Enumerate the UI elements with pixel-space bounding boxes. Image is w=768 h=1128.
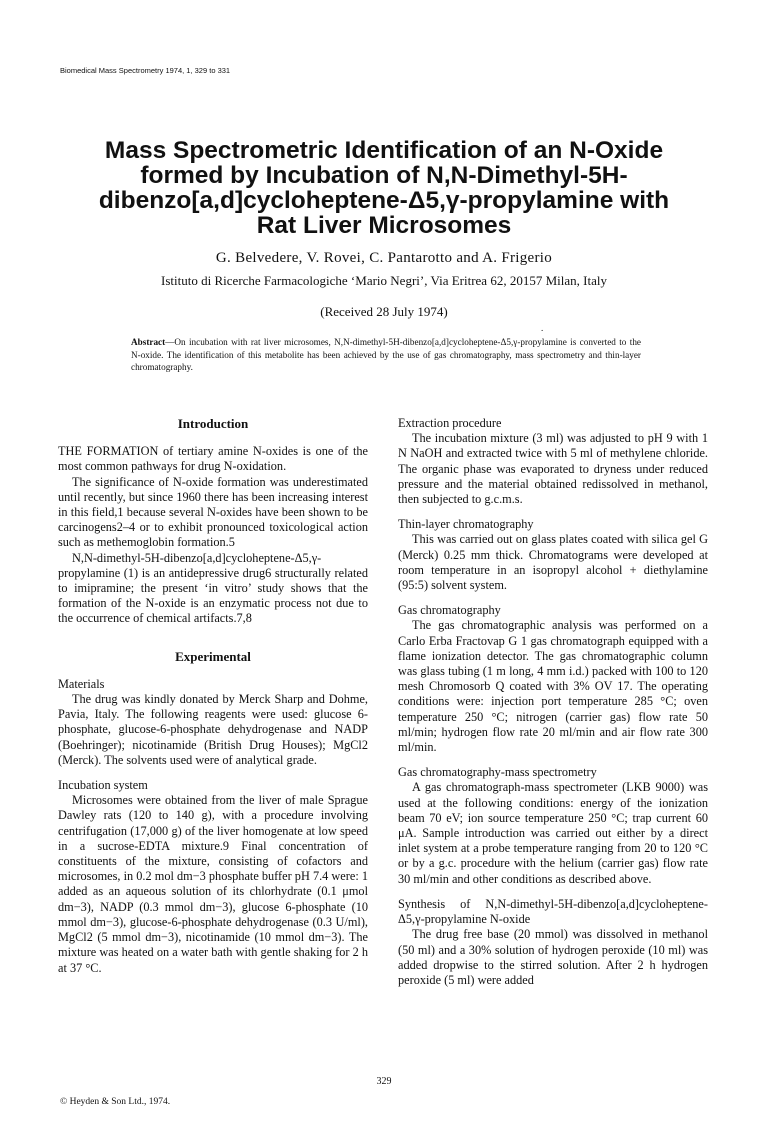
received-date: (Received 28 July 1974) <box>320 304 448 319</box>
gcms-heading: Gas chromatography-mass spectrometry <box>398 765 597 780</box>
title-line-4: Rat Liver Microsomes <box>256 212 512 239</box>
affiliation: Istituto di Ricerche Farmacologiche ‘Mario Negri’, Via Eritrea 62, 20157 Milan, Italy <box>161 273 607 288</box>
stray-mark: . <box>541 323 544 333</box>
page-number: 329 <box>376 1076 392 1087</box>
tlc-paragraph: This was carried out on glass plates coated with silica gel G (Merck) 0.25 mm thick. Chromatograms were developed at room temperature in an isopropyl alcohol + diethylamine (95:5) solvent system. <box>398 532 708 593</box>
experimental-heading: Experimental <box>175 648 251 664</box>
authors: G. Belvedere, V. Rovei, C. Pantarotto and A. Frigerio <box>215 250 553 266</box>
gcms-paragraph: A gas chromatograph-mass spectrometer (LKB 9000) was used at the following conditions: energy of the ionization beam 70 eV; ion source temperature 250 °C; trap current 60 μA. Sample introduction was carried out either by a direct inlet system at a probe temperature ranging from 20 to 120 °C or by a g.c. procedure with the helium (carrier gas) flow rate 30 ml/min and other conditions as described above. <box>398 780 708 886</box>
intro-paragraph-2: The significance of N-oxide formation was underestimated until recently, but since 1960 there has been increasing interest in this field,1 because several N-oxides have been shown to be carcinogens2–4 or to exhibit pronounced toxicological action such as methemoglobin formation.5 <box>58 474 368 550</box>
extraction-paragraph: The incubation mixture (3 ml) was adjusted to pH 9 with 1 N NaOH and extracted twice with 5 ml of methylene chloride. The organic phase was evaporated to dryness under reduced pressure and the material obtained redissolved in methanol, then subjected to g.c.m.s. <box>398 431 708 507</box>
gc-heading: Gas chromatography <box>398 603 501 618</box>
title-line-3: dibenzo[a,d]cycloheptene-Δ5,γ-propylamine with <box>98 187 670 214</box>
intro-paragraph-1: THE FORMATION of tertiary amine N-oxides is one of the most common pathways for drug N-oxidation. <box>58 444 368 474</box>
introduction-heading: Introduction <box>177 416 249 431</box>
title-line-2: formed by Incubation of N,N-Dimethyl-5H- <box>140 162 628 189</box>
tlc-heading: Thin-layer chromatography <box>398 517 534 532</box>
materials-paragraph: The drug was kindly donated by Merck Sharp and Dohme, Pavia, Italy. The following reagents were used: glucose 6-phosphate, glucose-6-phosphate dehydrogenase and NADP (Boehringer); nicotinamide (British Drug Houses); MgCl2 (Merck). The solvents used were of analytical grade. <box>58 692 368 767</box>
abstract <box>131 336 641 374</box>
intro-paragraph-3: N,N-dimethyl-5H-dibenzo[a,d]cycloheptene-Δ5,γ-propylamine (1) is an antidepressive drug6 structurally related to imipramine; the present ‘in vitro’ study shows that the formation of the N-oxide is an enzymatic process not due to the occurrence of chemical artifacts.7,8 <box>58 550 368 626</box>
title-line-1: Mass Spectrometric Identification of an N-Oxide <box>104 137 664 164</box>
journal-citation: Biomedical Mass Spectrometry 1974, 1, 329 to 331 <box>60 66 231 75</box>
abstract-text: —On incubation with rat liver microsomes, N,N-dimethyl-5H-dibenzo[a,d]cycloheptene-Δ5,γ-propylamine is converted to the N-oxide. The identification of this metabolite has been achieved by the use of gas chromatography, mass spectrometry and thin-layer chromatography. <box>131 337 641 372</box>
copyright: © Heyden & Son Ltd., 1974. <box>60 1097 171 1107</box>
incubation-heading: Incubation system <box>58 778 148 793</box>
extraction-heading: Extraction procedure <box>398 416 502 430</box>
abstract-label: Abstract <box>131 337 166 347</box>
materials-heading: Materials <box>58 676 105 691</box>
right-column <box>398 416 708 988</box>
incubation-paragraph: Microsomes were obtained from the liver of male Sprague Dawley rats (120 to 140 g), with a procedure involving centrifugation (17,000 g) of the liver homogenate at low speed in a sucrose-EDTA mixture.9 Final concentration of constituents of the mixture, consisting of cofactors and microsomes, in 0.2 mol dm−3 phosphate buffer pH 7.4 were: 1 added as an aqueous solution of its chlorhydrate (0.1 μmol dm−3), NADP (0.3 mmol dm−3), glucose 6-phosphate (10 mmol dm−3), glucose-6-phosphate dehydrogenase (0.3 U/ml), MgCl2 (5 mmol dm−3), nicotinamide (10 mmol dm−3). The mixture was heated on a water bath with gentle shaking for 2 h at 37 °C. <box>58 793 368 975</box>
left-column <box>58 416 368 976</box>
gc-paragraph: The gas chromatographic analysis was performed on a Carlo Erba Fractovap G 1 gas chromatograph equipped with a flame ionization detector. The gas chromatographic column was glass tubing (1 m long, 4 mm i.d.) packed with 100 to 120 mesh Chromosorb Q coated with 3% OV 17. The operating conditions were: injection port temperature 285 °C; oven temperature 250 °C; nitrogen (carrier gas) flow rate 50 ml/min; hydrogen flow rate 20 ml/min and air flow rate 300 ml/min. <box>398 618 708 755</box>
paper-title <box>60 138 708 238</box>
synthesis-paragraph: The drug free base (20 mmol) was dissolved in methanol (50 ml) and a 30% solution of hydrogen peroxide (10 ml) was added dropwise to the stirred solution. After 2 h hydrogen peroxide (5 ml) were added <box>398 927 708 987</box>
synthesis-heading: Synthesis of N,N-dimethyl-5H-dibenzo[a,d]cycloheptene-Δ5,γ-propylamine N-oxide <box>398 896 708 927</box>
